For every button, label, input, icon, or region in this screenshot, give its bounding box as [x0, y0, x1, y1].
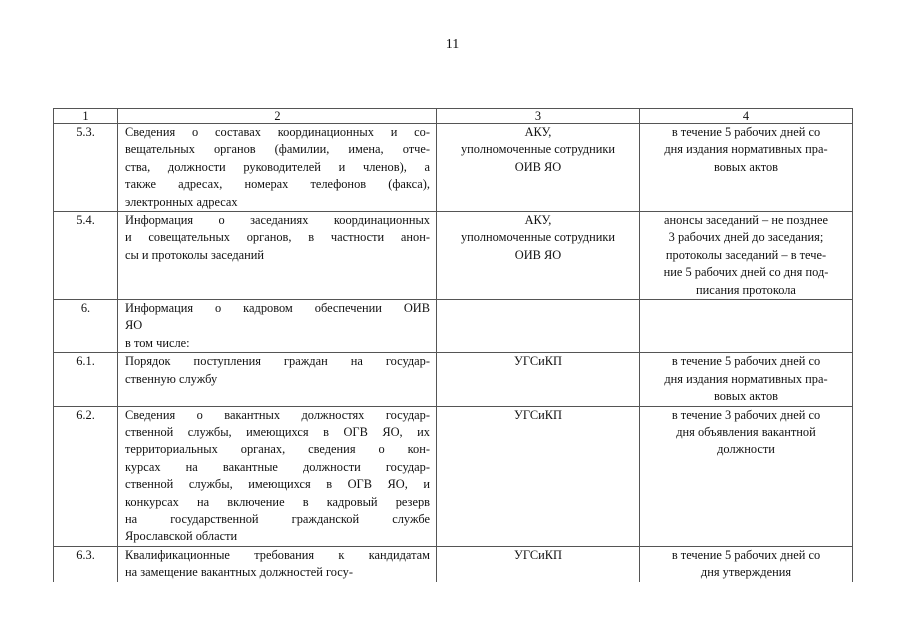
cell-text-line: Информация о кадровом обеспечении ОИВ [125, 301, 430, 316]
cell-text-line: Порядок поступления граждан на государ- [125, 354, 430, 369]
cell-text-line: должности [717, 442, 775, 457]
cell-text-line: АКУ, [524, 213, 552, 228]
cell-text-line: в течение 5 рабочих дней со [671, 125, 821, 139]
cell-text-line: и совещательных органов, в частности анон- [125, 230, 430, 245]
table-row [54, 300, 853, 353]
cell-text-line: Сведения о составах координационных и со- [125, 125, 430, 139]
item-number: 6.1. [54, 353, 118, 406]
item-responsible [437, 353, 640, 406]
cell-text-line: АКУ, [524, 125, 552, 139]
item-description [118, 406, 437, 546]
item-description [118, 300, 437, 353]
cell-text-line: ственной службы, имеющихся в ОГВ ЯО, их [125, 424, 430, 439]
column-header-3: 3 [437, 109, 640, 124]
column-header-1: 1 [54, 109, 118, 124]
item-deadline [640, 406, 853, 546]
item-number: 6. [54, 300, 118, 353]
cell-text-line: уполномоченные сотрудники [460, 230, 616, 245]
cell-text-line: вовых актов [713, 389, 779, 404]
document-table [53, 108, 853, 582]
item-description [118, 353, 437, 406]
item-deadline [640, 300, 853, 353]
cell-text-line: ЯО [125, 318, 143, 333]
cell-text-line: в течение 3 рабочих дней со [671, 407, 821, 422]
table-row [54, 124, 853, 212]
cell-text-line: протоколы заседаний – в тече- [665, 247, 827, 262]
table-row [54, 546, 853, 581]
cell-text-line: на замещение вакантных должностей госу- [125, 565, 353, 580]
cell-text-line: Сведения о вакантных должностях государ- [125, 407, 430, 422]
cell-text-line: ства, должности руководителей и членов), а [125, 159, 430, 174]
cell-text-line: конкурсах на включение в кадровый резерв [125, 494, 430, 509]
item-number: 6.2. [54, 406, 118, 546]
table-row [54, 406, 853, 546]
cell-text-line: в том числе: [125, 335, 190, 350]
cell-text-line: ственную службу [125, 371, 218, 386]
cell-text-line: ОИВ ЯО [514, 159, 562, 174]
cell-text-line: вовых актов [713, 159, 779, 174]
cell-text-line: курсах на вакантные должности государ- [125, 459, 430, 474]
table-header-row [54, 109, 853, 124]
item-deadline [640, 353, 853, 406]
column-header-2: 2 [118, 109, 437, 124]
cell-text-line: на государственной гражданской службе [125, 511, 430, 526]
item-responsible [437, 124, 640, 212]
cell-text-line: УГСиКП [514, 547, 562, 562]
cell-text-line: 3 рабочих дней до заседания; [668, 230, 824, 245]
item-deadline [640, 124, 853, 212]
cell-text-line: в течение 5 рабочих дней со [671, 547, 821, 562]
cell-text-line: дня издания нормативных пра- [664, 371, 828, 386]
item-responsible [437, 406, 640, 546]
cell-text-line: вещательных органов (фамилии, имена, отче- [125, 142, 430, 157]
item-responsible [437, 300, 640, 353]
cell-text-line: дня издания нормативных пра- [664, 142, 828, 157]
cell-text-line: дня объявления вакантной [676, 424, 816, 439]
page-number: 11 [445, 37, 460, 52]
cell-text-line: Ярославской области [125, 529, 238, 544]
item-number: 6.3. [54, 546, 118, 581]
cell-text-line: также адресах, номерах телефонов (факса), [125, 177, 430, 192]
table-row [54, 212, 853, 300]
item-description [118, 124, 437, 212]
cell-text-line: УГСиКП [514, 354, 562, 369]
table-row [54, 353, 853, 406]
cell-text-line: электронных адресах [125, 194, 238, 209]
cell-text-line: уполномоченные сотрудники [460, 142, 616, 157]
cell-text-line: сы и протоколы заседаний [125, 247, 265, 262]
cell-text-line: территориальных органах, сведения о кон- [125, 442, 430, 457]
cell-text-line: Квалификационные требования к кандидатам [125, 547, 430, 562]
cell-text-line: ние 5 рабочих дней со дня под- [663, 265, 829, 280]
item-deadline [640, 212, 853, 300]
item-number: 5.3. [54, 124, 118, 212]
cell-text-line: Информация о заседаниях координационных [125, 213, 430, 228]
item-responsible [437, 546, 640, 581]
item-deadline [640, 546, 853, 581]
cell-text-line: писания протокола [696, 282, 796, 297]
cell-text-line: дня утверждения [700, 565, 792, 580]
item-description [118, 212, 437, 300]
item-number: 5.4. [54, 212, 118, 300]
cell-text-line: анонсы заседаний – не позднее [663, 213, 828, 228]
cell-text-line: ОИВ ЯО [514, 247, 562, 262]
item-responsible [437, 212, 640, 300]
item-description [118, 546, 437, 581]
cell-text-line: УГСиКП [514, 407, 562, 422]
cell-text-line: ственной службы, имеющихся в ОГВ ЯО, и [125, 477, 430, 492]
column-header-4: 4 [640, 109, 853, 124]
cell-text-line: в течение 5 рабочих дней со [671, 354, 821, 369]
